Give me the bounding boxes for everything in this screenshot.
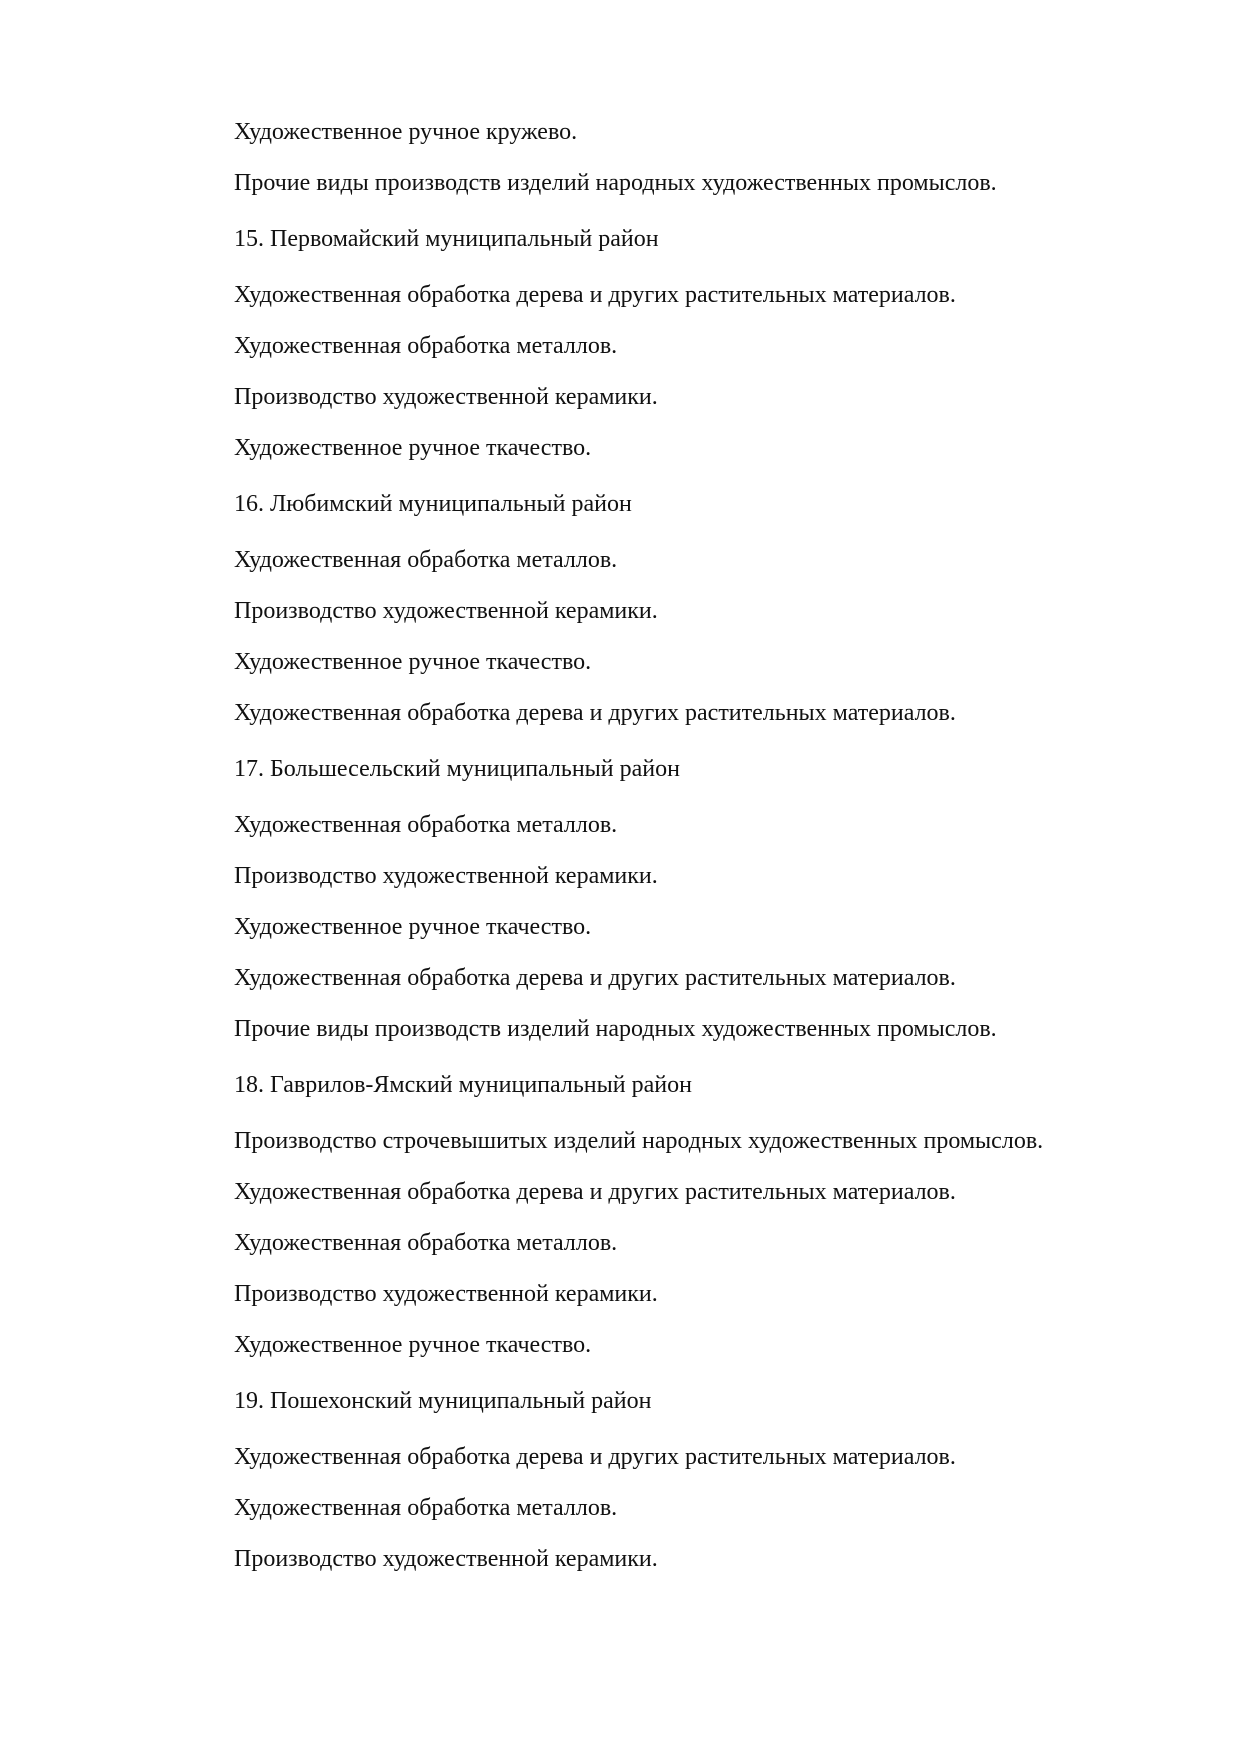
list-item: Производство художественной керамики. (234, 863, 658, 889)
list-item: Художественное ручное ткачество. (234, 1332, 592, 1358)
list-item: Художественное ручное ткачество. (234, 435, 592, 461)
list-item: Художественное ручное ткачество. (234, 649, 592, 675)
list-item: Художественная обработка дерева и других растительных материалов. (234, 1179, 956, 1205)
list-item: Производство художественной керамики. (234, 598, 658, 624)
section-heading: 17. Большесельский муниципальный район (234, 756, 680, 782)
list-item: Художественная обработка металлов. (234, 1495, 618, 1521)
document-body (234, 118, 1194, 1573)
list-item: Художественная обработка дерева и других растительных материалов. (234, 1444, 956, 1470)
section-heading: 15. Первомайский муниципальный район (234, 226, 659, 252)
intro-line: Художественное ручное кружево. (234, 119, 578, 145)
list-item: Художественная обработка металлов. (234, 1230, 618, 1256)
list-item: Производство строчевышитых изделий народных художественных промыслов. (234, 1128, 1044, 1154)
list-item: Прочие виды производств изделий народных художественных промыслов. (234, 1016, 997, 1042)
section-heading: 19. Пошехонский муниципальный район (234, 1388, 652, 1414)
list-item: Художественная обработка дерева и других растительных материалов. (234, 700, 956, 726)
list-item: Художественная обработка металлов. (234, 812, 618, 838)
list-item: Производство художественной керамики. (234, 1281, 658, 1307)
list-item: Художественная обработка дерева и других растительных материалов. (234, 282, 956, 308)
list-item: Художественная обработка металлов. (234, 547, 618, 573)
intro-line: Прочие виды производств изделий народных художественных промыслов. (234, 170, 997, 196)
list-item: Художественное ручное ткачество. (234, 914, 592, 940)
section-heading: 16. Любимский муниципальный район (234, 491, 632, 517)
section-heading: 18. Гаврилов-Ямский муниципальный район (234, 1072, 692, 1098)
list-item: Производство художественной керамики. (234, 384, 658, 410)
list-item: Художественная обработка дерева и других растительных материалов. (234, 965, 956, 991)
list-item: Производство художественной керамики. (234, 1546, 658, 1572)
list-item: Художественная обработка металлов. (234, 333, 618, 359)
